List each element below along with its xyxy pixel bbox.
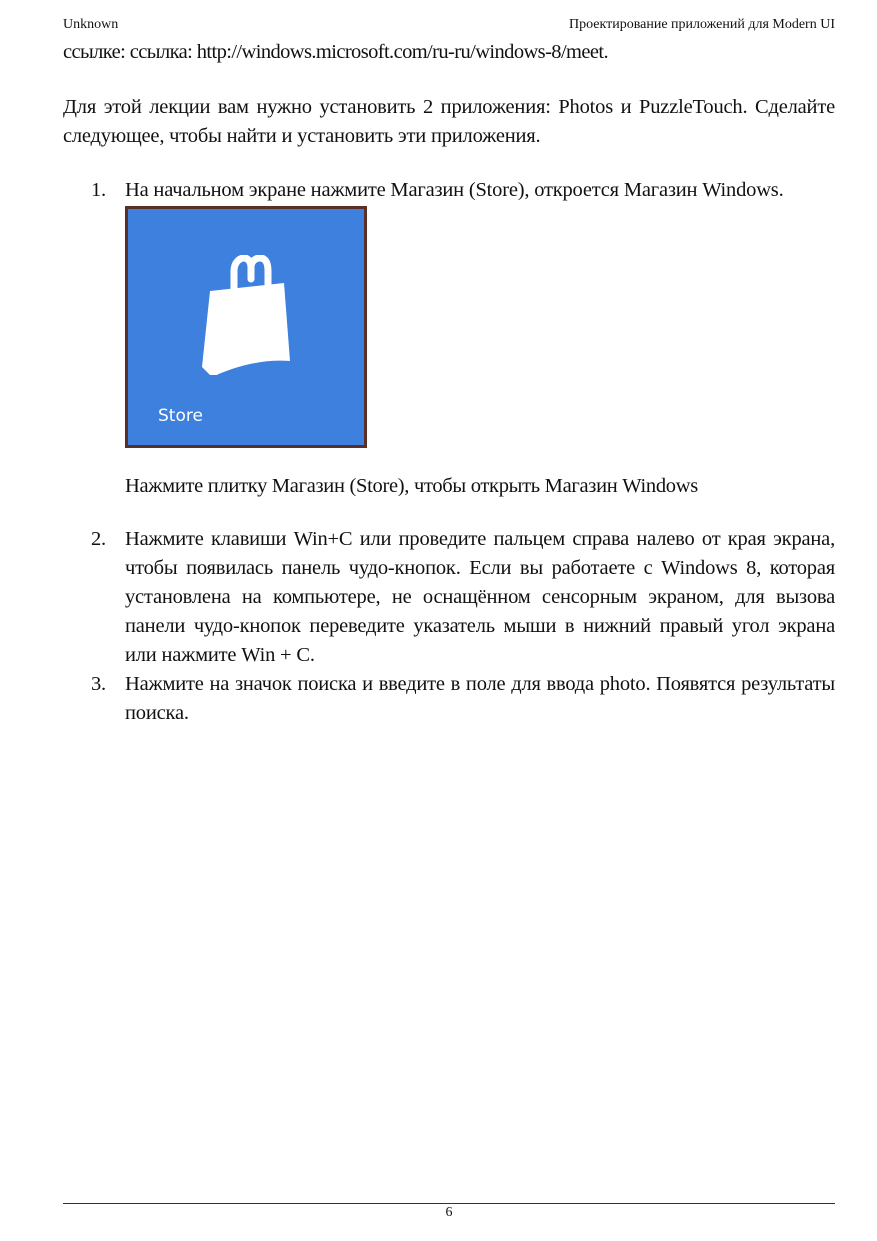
page-content <box>63 38 835 728</box>
footer-divider <box>63 1203 835 1204</box>
step-text: Нажмите на значок поиска и введите в поле для ввода photo. Появятся результаты поиска. <box>125 673 835 724</box>
list-item <box>63 670 835 728</box>
store-bag-icon <box>200 255 292 375</box>
step-number: 3. <box>91 673 106 695</box>
link-paragraph: ссылке: ссылка: http://windows.microsoft.com/ru-ru/windows-8/meet. <box>63 41 609 63</box>
store-tile <box>125 206 367 448</box>
list-item <box>63 176 835 501</box>
step-text: На начальном экране нажмите Магазин (Store), откроется Магазин Windows. <box>125 179 784 201</box>
step-number: 2. <box>91 528 106 550</box>
figure-caption: Нажмите плитку Магазин (Store), чтобы открыть Магазин Windows <box>125 475 698 497</box>
header-right: Проектирование приложений для Modern UI <box>568 17 835 32</box>
step-number: 1. <box>91 179 106 201</box>
step-text: Нажмите клавиши Win+C или проведите пальцем справа налево от края экрана, чтобы появилась панель чудо-кнопок. Если вы работаете с Windows 8, которая установлена на компьютере, не оснащённом сенсорным экраном, для вызова панели чудо-кнопок переведите указатель мыши в нижний правый угол экрана или нажмите Win + C. <box>125 528 835 666</box>
steps-list <box>63 176 835 728</box>
header-left: Unknown <box>63 17 119 32</box>
page-number: 6 <box>445 1205 453 1220</box>
tile-label: Store <box>158 406 203 426</box>
figure <box>125 206 835 448</box>
intro-paragraph: Для этой лекции вам нужно установить 2 приложения: Photos и PuzzleTouch. Сделайте следующее, чтобы найти и установить эти приложения. <box>63 96 835 147</box>
list-item <box>63 525 835 670</box>
